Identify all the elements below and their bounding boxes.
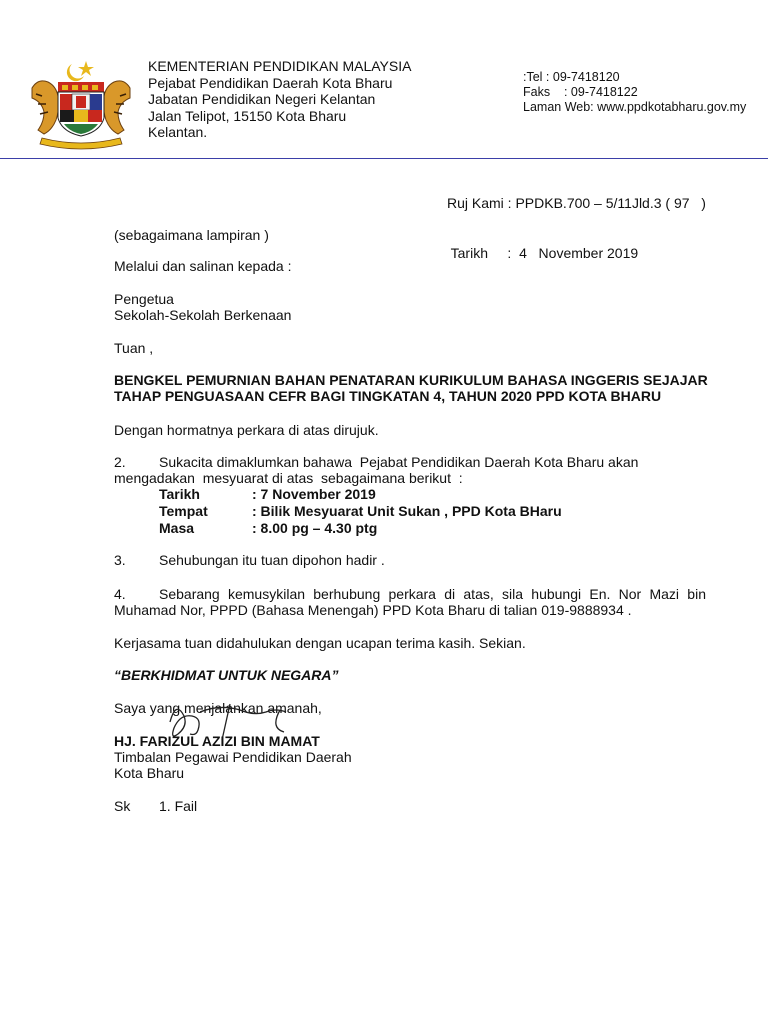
copy-label: Sk	[114, 798, 131, 814]
office-name: Pejabat Pendidikan Daerah Kota Bharu	[148, 74, 393, 91]
trust-line: Saya yang menjalankan amanah,	[114, 700, 322, 716]
paragraph-3-text: Sehubungan itu tuan dipohon hadir .	[159, 552, 385, 568]
fax: Faks : 09-7418122	[523, 85, 638, 99]
telephone: :Tel : 09-7418120	[523, 70, 620, 84]
signer-name: HJ. FARIZUL AZIZI BIN MAMAT	[114, 733, 320, 749]
detail-label-venue: Tempat	[159, 503, 208, 519]
signer-title: Timbalan Pegawai Pendidikan Daerah	[114, 749, 352, 765]
paragraph-4-line-1: Sebarang kemusykilan berhubung perkara di atas, sila hubungi En. Nor Mazi bin	[159, 586, 706, 602]
street-address: Jalan Telipot, 15150 Kota Bharu	[148, 107, 347, 124]
paragraph-2-line-2: mengadakan mesyuarat di atas sebagaimana berikut :	[114, 470, 463, 486]
detail-value-date: : 7 November 2019	[252, 486, 376, 502]
meeting-details	[159, 486, 659, 540]
state-department: Jabatan Pendidikan Negeri Kelantan	[148, 91, 376, 107]
recipient-title: Pengetua	[114, 291, 174, 307]
paragraph-4-line-2: Muhamad Nor, PPPD (Bahasa Menengah) PPD Kota Bharu di talian 019-9888934 .	[114, 602, 632, 618]
motto: “BERKHIDMAT UNTUK NEGARA”	[114, 667, 339, 683]
paragraph-2-line-1: Sukacita dimaklumkan bahawa Pejabat Pendidikan Daerah Kota Bharu akan	[159, 454, 639, 470]
copy-item-file: 1. Fail	[159, 798, 198, 814]
detail-label-time: Masa	[159, 520, 195, 536]
recipient-org: Sekolah-Sekolah Berkenaan	[114, 307, 292, 323]
salutation: Tuan ,	[114, 340, 154, 356]
header-divider	[0, 158, 768, 159]
paragraph-4-number: 4.	[114, 586, 126, 602]
website: Laman Web: www.ppdkotabharu.gov.my	[523, 100, 747, 114]
paragraph-3-number: 3.	[114, 552, 126, 568]
paragraph-2-number: 2.	[114, 454, 126, 470]
letter-date: Tarikh : 4 November 2019	[447, 244, 639, 261]
attachment-note: (sebagaimana lampiran )	[114, 227, 269, 243]
signer-location: Kota Bharu	[114, 765, 185, 781]
reference-number: Ruj Kami : PPDKB.700 – 5/11Jld.3 ( 97 )	[447, 195, 706, 211]
contact-info	[523, 70, 746, 115]
detail-label-date: Tarikh	[159, 486, 200, 502]
subject-line-1: BENGKEL PEMURNIAN BAHAN PENATARAN KURIKULUM BAHASA INGGERIS SEJAJAR	[114, 372, 708, 388]
via-copy-line: Melalui dan salinan kepada :	[114, 258, 292, 274]
organisation-address	[148, 58, 411, 141]
reference-block	[447, 162, 706, 278]
detail-value-venue: : Bilik Mesyuarat Unit Sukan , PPD Kota BHaru	[252, 503, 562, 519]
intro-line: Dengan hormatnya perkara di atas dirujuk.	[114, 422, 379, 438]
jata-negara-crest	[22, 58, 140, 150]
state-name: Kelantan.	[148, 124, 208, 140]
closing-line: Kerjasama tuan didahulukan dengan ucapan terima kasih. Sekian.	[114, 635, 526, 651]
detail-value-time: : 8.00 pg – 4.30 ptg	[252, 520, 378, 536]
subject-line-2: TAHAP PENGUASAAN CEFR BAGI TINGKATAN 4, TAHUN 2020 PPD KOTA BHARU	[114, 388, 662, 404]
ministry-name: KEMENTERIAN PENDIDIKAN MALAYSIA	[148, 58, 412, 74]
